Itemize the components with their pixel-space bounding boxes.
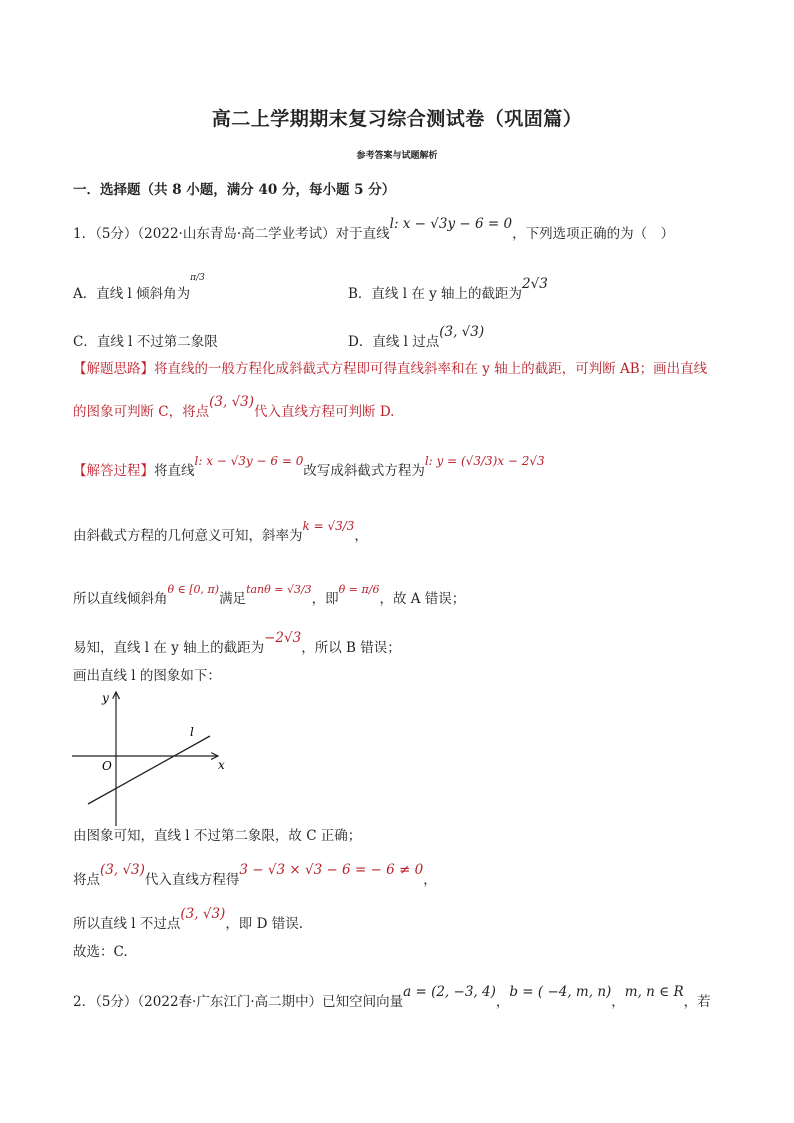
process-text-a: 将直线 [154, 463, 195, 479]
sub-end: ， [423, 872, 437, 888]
slope-end: ， [354, 528, 368, 544]
q1-suffix: ，下列选项正确的为（ ） [512, 226, 675, 242]
q1-idea-line1 [73, 357, 707, 377]
angle-math2: tanθ = √3/3 [246, 583, 312, 596]
q2-stem [73, 984, 711, 1010]
q2-vector-b: b = ( −4, m, n) [509, 984, 612, 1000]
option-b-math: 2√3 [522, 276, 548, 292]
q1-intercept-line [73, 630, 401, 656]
line-label: l [190, 725, 194, 739]
q1-process-line [73, 454, 545, 479]
q1-stem [73, 216, 675, 242]
q1-option-d [348, 324, 485, 350]
angle-text-b: 满足 [219, 591, 247, 607]
q2-suffix: ，若 [683, 994, 711, 1010]
y-axis-label: y [102, 691, 109, 705]
q1-c-conclusion: 由图象可知，直线 l 不过第二象限，故 C 正确； [73, 828, 362, 844]
process-eq1: l: x − √3y − 6 = 0 [194, 454, 304, 468]
intercept-text-a: 易知，直线 l 在 y 轴上的截距为 [73, 640, 265, 656]
process-eq2: l: y = (√3/3)x − 2√3 [424, 454, 545, 468]
process-text-b: 改写成斜截式方程为 [303, 463, 425, 479]
q1-option-b [348, 276, 548, 302]
sub-equation: 3 − √3 × √3 − 6 = − 6 ≠ 0 [239, 862, 424, 878]
q2-prefix: 2．（5分）（2022春·广东江门·高二期中）已知空间向量 [73, 994, 404, 1010]
q2-vector-a: a = (2, −3, 4) [403, 984, 496, 1000]
sub-text-b: 代入直线方程得 [144, 872, 240, 888]
intercept-text-b: ，所以 B 错误； [301, 640, 401, 656]
d-text-a: 所以直线 l 不过点 [73, 916, 181, 932]
q1-slope-line [73, 519, 368, 544]
page-subtitle: 参考答案与试题解析 [356, 151, 438, 161]
slope-math: k = √3/3 [302, 519, 355, 533]
q1-option-c [73, 330, 218, 350]
slope-text: 由斜截式方程的几何意义可知，斜率为 [73, 528, 303, 544]
q2-sep2: ， [611, 994, 625, 1010]
x-axis-label: x [218, 758, 225, 772]
q2-condition: m, n ∈ R [624, 984, 684, 1000]
option-a-text: A．直线 l 倾斜角为 [73, 286, 191, 302]
d-point: (3, √3) [180, 906, 226, 922]
section-heading: 一．选择题（共 8 小题，满分 40 分，每小题 5 分） [73, 182, 396, 198]
page-title: 高二上学期期末复习综合测试卷（巩固篇） [211, 108, 583, 130]
idea-tag: 【解题思路】 [73, 361, 154, 377]
process-tag: 【解答过程】 [73, 463, 154, 479]
q1-answer: 故选：C. [73, 944, 128, 960]
idea-point: (3, √3) [209, 394, 255, 410]
option-d-text: D．直线 l 过点 [348, 334, 440, 350]
sub-point: (3, √3) [100, 862, 145, 878]
q1-angle-line [73, 583, 466, 607]
idea-text2b: 代入直线方程可判断 D. [254, 404, 395, 420]
idea-text1: 将直线的一般方程化成斜截式方程即可得直线斜率和在 y 轴上的截距，可判断 AB；画出直线 [154, 361, 708, 377]
q1-substitution-line [73, 862, 437, 888]
intercept-math: −2√3 [264, 630, 302, 646]
option-b-text: B．直线 l 在 y 轴上的截距为 [348, 286, 523, 302]
q1-prefix: 1．（5分）（2022·山东青岛·高二学业考试）对于直线 [73, 226, 390, 242]
option-d-math: (3, √3) [439, 324, 485, 340]
angle-math3: θ = π/6 [338, 583, 380, 596]
angle-text-a: 所以直线倾斜角 [73, 591, 168, 607]
angle-text-d: ，故 A 错误； [379, 591, 466, 607]
q1-d-conclusion [73, 906, 304, 932]
line-graph [68, 686, 238, 836]
origin-label: O [102, 759, 112, 773]
idea-text2a: 的图象可判断 C，将点 [73, 404, 210, 420]
option-c-text: C．直线 l 不过第二象限 [73, 334, 218, 350]
q1-equation: l: x − √3y − 6 = 0 [389, 216, 513, 232]
d-text-b: ，即 D 错误. [225, 916, 304, 932]
angle-math1: θ ∈ [0, π) [167, 583, 220, 596]
q2-sep1: ， [495, 994, 510, 1010]
q1-graph-intro: 画出直线 l 的图象如下： [73, 668, 221, 684]
option-a-math: π/3 [190, 273, 205, 283]
sub-text-a: 将点 [73, 872, 100, 888]
angle-text-c: ，即 [311, 591, 339, 607]
q1-idea-line2 [73, 394, 395, 420]
